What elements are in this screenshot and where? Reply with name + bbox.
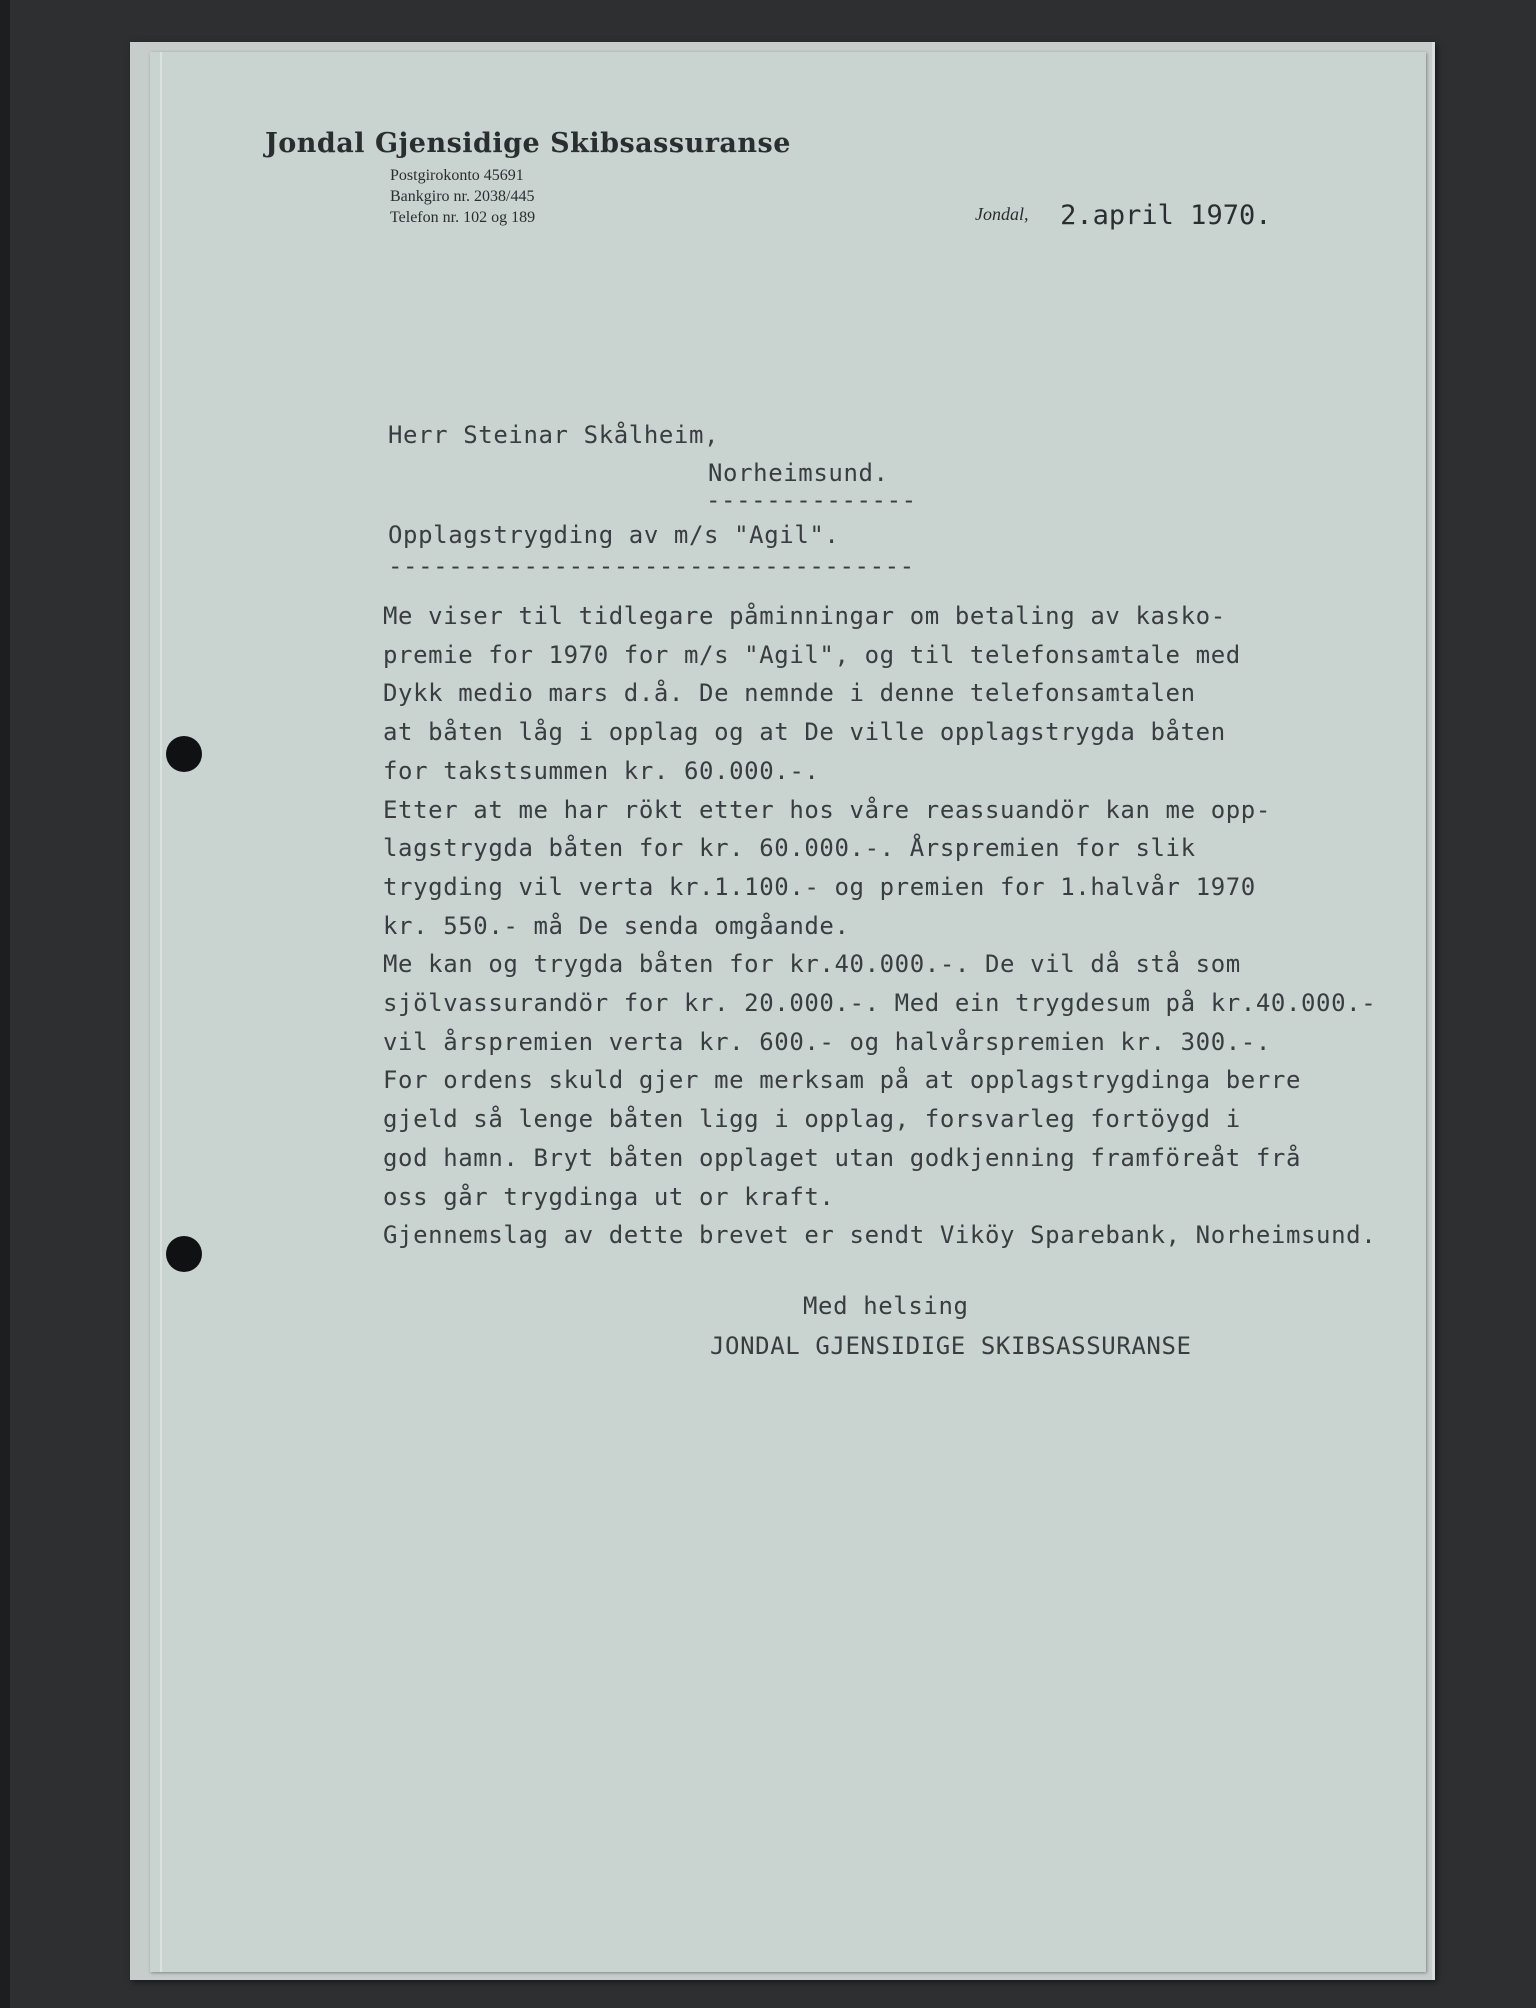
company-name: Jondal Gjensidige Skibsassuranse [265,128,791,159]
body-line: For ordens skuld gjer me merksam på at opplagstrygdinga berre [383,1066,1302,1095]
punch-hole-lower [166,1236,202,1272]
body-line: Me kan og trygda båten for kr.40.000.-. De vil då stå som [383,950,1241,979]
body-line: Gjennemslag av dette brevet er sendt Viköy Sparebank, Norheimsund. [383,1221,1377,1250]
recipient-town-underline: -------------- [706,486,917,514]
body-line: god hamn. Bryt båten opplaget utan godkjenning framföreåt frå [383,1143,1302,1172]
postgiro-account: Postgirokonto 45691 [390,167,524,184]
recipient-town: Norheimsund. [708,459,889,487]
punch-hole-upper [166,736,202,772]
body-line: premie for 1970 for m/s "Agil", og til telefonsamtale med [383,640,1241,669]
telephone-number: Telefon nr. 102 og 189 [390,209,536,226]
closing-signature: JONDAL GJENSIDIGE SKIBSASSURANSE [710,1332,1192,1360]
bankgiro-number: Bankgiro nr. 2038/445 [390,188,535,205]
body-line: Dykk medio mars d.å. De nemnde i denne telefonsamtalen [383,679,1196,708]
letter-body [383,597,1383,1255]
body-line: at båten låg i opplag og at De ville opplagstrygda båten [383,718,1226,747]
subject-line: Opplagstrygding av m/s "Agil". [388,521,840,549]
dateline [975,200,1271,231]
recipient-name: Herr Steinar Skålheim, [388,421,720,449]
letterhead [265,128,791,228]
page-fold [160,52,162,1972]
body-line: lagstrygda båten for kr. 60.000.-. Årspremien for slik [383,834,1196,863]
subject-underline: ----------------------------------- [388,552,915,580]
letterhead-details [390,165,791,228]
body-line: for takstsummen kr. 60.000.-. [383,756,820,785]
closing-greeting: Med helsing [803,1292,969,1320]
body-line: sjölvassurandör for kr. 20.000.-. Med ein trygdesum på kr.40.000.- [383,989,1377,1018]
place-name: Jondal, [975,204,1029,224]
binder-edge [0,0,10,2008]
body-line: Me viser til tidlegare påminningar om betaling av kasko- [383,602,1226,630]
body-line: vil årspremien verta kr. 600.- og halvårspremien kr. 300.-. [383,1027,1271,1056]
body-line: gjeld så lenge båten ligg i opplag, forsvarleg fortöygd i [383,1105,1241,1134]
body-line: Etter at me har rökt etter hos våre reassuandör kan me opp- [383,795,1271,824]
body-line: kr. 550.- må De senda omgåande. [383,911,850,940]
body-line: trygding vil verta kr.1.100.- og premien for 1.halvår 1970 [383,872,1256,901]
letter-date: 2.april 1970. [1060,200,1272,231]
body-line: oss går trygdinga ut or kraft. [383,1182,835,1211]
